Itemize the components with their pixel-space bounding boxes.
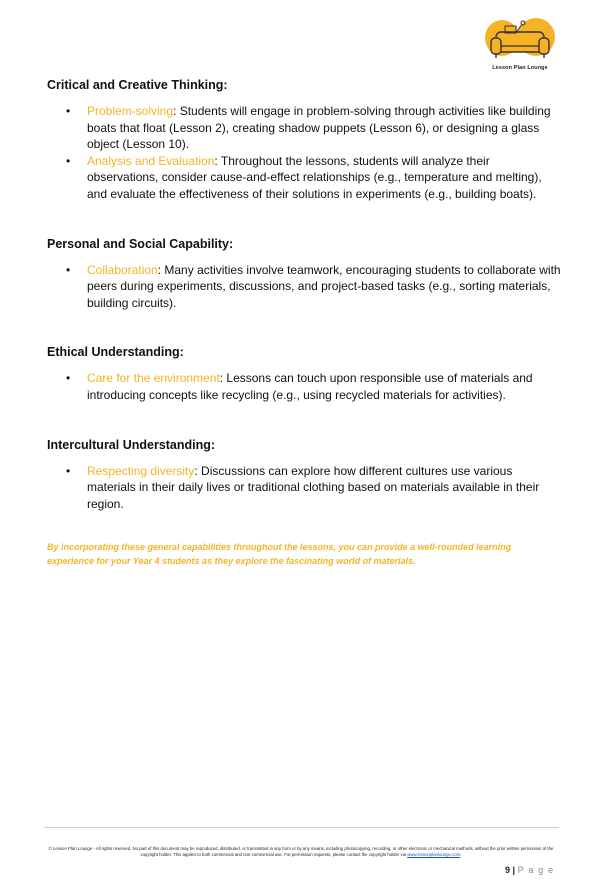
closing-paragraph: By incorporating these general capabilities throughout the lessons, you can provide a well-rounded learning experience for your Year 4 students as they explore the fascinating world of materials. [47,542,512,567]
item-term: Respecting diversity [87,463,195,478]
sofa-logo-icon [482,16,558,66]
list-item [47,153,562,203]
page-number-value: 9 [505,865,511,875]
link-suffix: . [460,852,462,857]
list-item [47,103,562,153]
section-personal-social-capability [47,237,562,312]
item-text: : Students will engage in problem-solving through activities like building boats that float (Lesson 2), creating shadow puppets (Lesson 6), or designing a glass object (Lesson 10). [87,104,551,152]
section-heading: Critical and Creative Thinking: [47,78,228,92]
bullet-list [47,103,562,203]
section-ethical-understanding [47,345,562,403]
item-term: Problem-solving [87,104,174,118]
footer-copyright [47,846,555,858]
item-term: Care for the environment [87,371,220,386]
section-critical-creative-thinking [47,78,562,203]
logo-text: Lesson Plan Lounge [492,65,548,71]
bullet-icon: • [66,104,71,118]
section-heading: Ethical Understanding: [47,345,184,360]
bullet-list [47,262,562,312]
item-text: : Lessons can touch upon responsible use of materials and introducing concepts like recycling (e.g., using recycled materials for activities). [87,371,533,402]
list-item [47,370,562,403]
list-item [47,463,562,513]
website-link[interactable]: www.lessonplanlounge.com [407,852,461,857]
footer-divider [44,827,559,828]
bullet-icon: • [66,371,71,386]
bullet-icon: • [66,262,71,277]
bullet-list [47,463,562,513]
section-heading: Intercultural Understanding: [47,437,216,452]
item-text: : Discussions can explore how different cultures use various materials in their daily lives or traditional clothing based on materials available in their region. [87,463,540,511]
item-text: : Many activities involve teamwork, encouraging students to collaborate with peers during experiments, discussions, and project-based tasks (e.g., sorting materials, building circuits). [87,262,561,310]
bullet-list [47,370,562,403]
lesson-plan-lounge-logo [482,16,558,74]
page-separator: | [512,865,516,875]
bullet-icon: • [66,153,71,168]
section-heading: Personal and Social Capability: [47,236,234,251]
item-term: Collaboration [87,262,158,277]
page-number [505,865,554,875]
item-text: : Throughout the lessons, students will analyze their observations, consider cause-and-effect relationships (e.g., temperature and melting), and evaluate the effectiveness of their solutions in experiments (e.g., building boats). [87,153,542,201]
section-intercultural-understanding [47,438,562,513]
item-term: Analysis and Evaluation [87,153,215,168]
page-label: P a g e [517,865,555,875]
copyright-text: © Lesson Plan Lounge - All rights reserved. No part of this document may be reproduced, distributed, or transmitted in any form or by any means, including photocopying, recording, or other electronic or mechanical methods, without the prior written permission of the copyright holder. This applies to both commercial and non-commercial use. For permission requests, please contact the copyright holder via [48,846,554,857]
document-body [47,78,562,577]
list-item [47,262,562,312]
bullet-icon: • [66,463,71,478]
